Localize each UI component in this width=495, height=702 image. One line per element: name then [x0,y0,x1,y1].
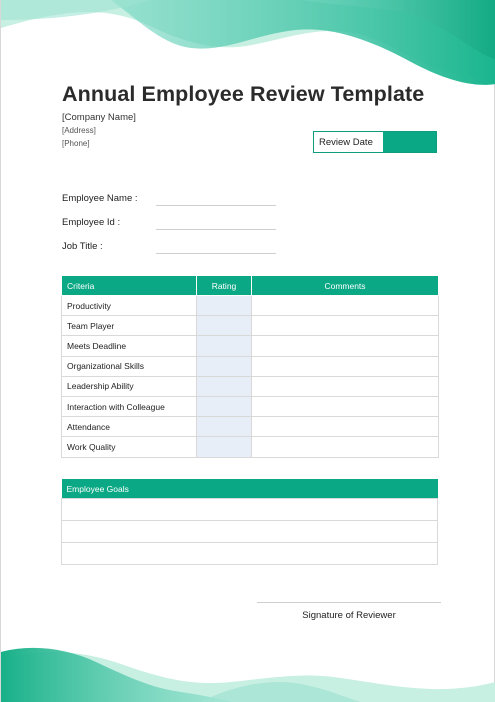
job-title-field[interactable] [156,253,276,254]
table-row [62,437,439,457]
comments-cell[interactable] [252,437,439,457]
job-title-label: Job Title : [62,241,103,252]
employee-name-field[interactable] [156,205,276,206]
rating-cell[interactable] [197,336,252,356]
criteria-cell: Attendance [62,417,197,437]
criteria-cell: Work Quality [62,437,197,457]
criteria-cell: Productivity [62,296,197,316]
criteria-header-row [62,276,439,296]
page-title: Annual Employee Review Template [62,82,425,106]
comments-cell[interactable] [252,296,439,316]
table-row [62,296,439,316]
table-row [62,417,439,437]
employee-goals-header: Employee Goals [62,479,438,499]
top-wave-decoration [1,0,495,90]
company-name: [Company Name] [62,112,136,123]
review-date-input[interactable] [383,132,436,152]
signature-label: Signature of Reviewer [302,610,396,621]
table-row [62,356,439,376]
rating-cell[interactable] [197,437,252,457]
table-row [62,396,439,416]
rating-column-header: Rating [197,276,252,296]
rating-cell[interactable] [197,376,252,396]
employee-goals-table [61,479,438,565]
comments-column-header: Comments [252,276,439,296]
rating-cell[interactable] [197,356,252,376]
table-row [62,521,438,543]
criteria-cell: Meets Deadline [62,336,197,356]
employee-name-label: Employee Name : [62,193,138,204]
comments-cell[interactable] [252,417,439,437]
criteria-column-header: Criteria [62,276,197,296]
review-date-box [313,131,437,153]
table-row [62,499,438,521]
bottom-wave-decoration [1,642,495,702]
comments-cell[interactable] [252,396,439,416]
table-row [62,543,438,565]
rating-cell[interactable] [197,316,252,336]
rating-cell[interactable] [197,417,252,437]
goal-cell[interactable] [62,521,438,543]
table-row [62,316,439,336]
rating-cell[interactable] [197,296,252,316]
comments-cell[interactable] [252,336,439,356]
employee-id-field[interactable] [156,229,276,230]
company-phone: [Phone] [62,139,90,148]
criteria-cell: Leadership Ability [62,376,197,396]
signature-line[interactable] [257,602,441,603]
goal-cell[interactable] [62,499,438,521]
table-row [62,376,439,396]
comments-cell[interactable] [252,356,439,376]
employee-id-label: Employee Id : [62,217,121,228]
review-date-label: Review Date [314,132,383,152]
company-address: [Address] [62,126,96,135]
criteria-cell: Interaction with Colleague [62,396,197,416]
criteria-table [61,275,439,458]
goals-header-row [62,479,438,499]
rating-cell[interactable] [197,396,252,416]
goal-cell[interactable] [62,543,438,565]
criteria-cell: Team Player [62,316,197,336]
criteria-cell: Organizational Skills [62,356,197,376]
comments-cell[interactable] [252,376,439,396]
comments-cell[interactable] [252,316,439,336]
table-row [62,336,439,356]
